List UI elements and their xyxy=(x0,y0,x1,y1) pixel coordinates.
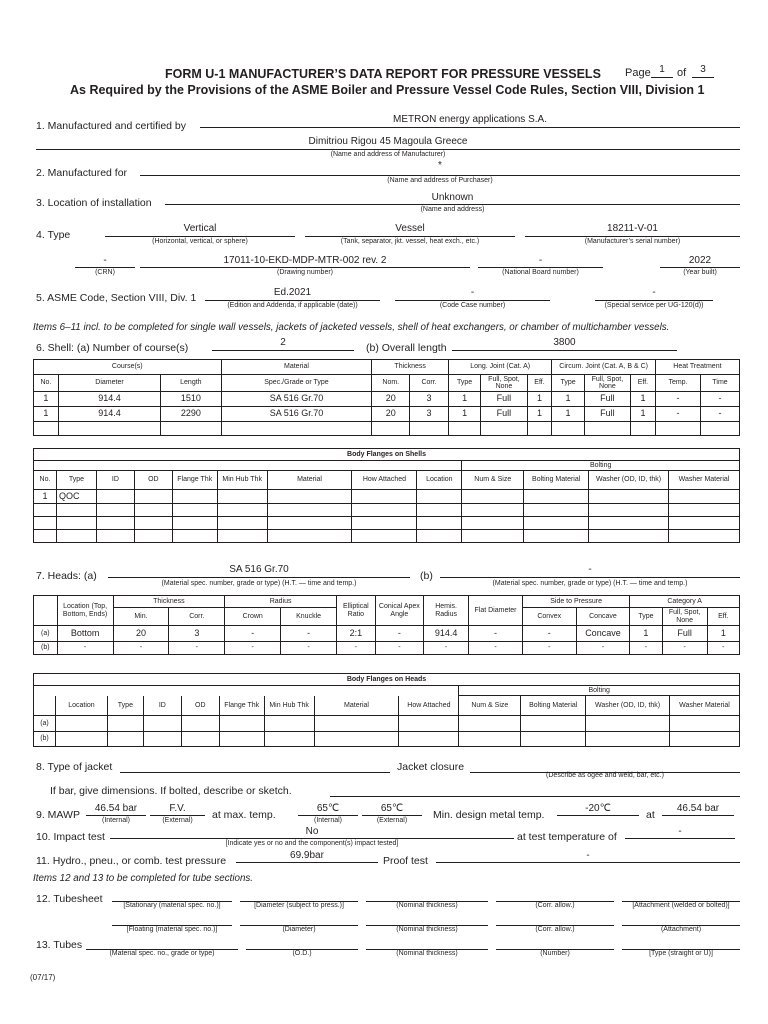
nb-line xyxy=(478,267,603,268)
table-header-cell: Min Hub Thk xyxy=(217,471,267,490)
hdr-eff: Eff. xyxy=(707,608,739,626)
hdr-no: No. xyxy=(34,375,59,392)
item10-label: 10. Impact test xyxy=(36,831,105,843)
shell-courses-table xyxy=(33,359,740,436)
test-temp-line xyxy=(625,838,735,839)
table-cell: 1 xyxy=(552,407,584,422)
hdr-long-joint: Long. Joint (Cat. A) xyxy=(448,360,551,375)
crn-value: - xyxy=(103,255,107,266)
table-header-cell: Flange Thk xyxy=(219,696,264,716)
hdr-flat: Flat Diameter xyxy=(469,596,523,626)
impact-test-line xyxy=(110,838,514,839)
drawing-line xyxy=(140,267,470,268)
table-cell: 20 xyxy=(372,407,410,422)
page-total: 3 xyxy=(700,64,706,75)
code-case-line xyxy=(395,300,550,301)
hdr-temp: Temp. xyxy=(655,375,700,392)
proof-test-label: Proof test xyxy=(383,855,428,867)
table-cell: Bottom xyxy=(57,626,113,642)
table-cell: - xyxy=(113,642,169,655)
hdr-convex: Convex xyxy=(522,608,576,626)
purchaser-caption: (Name and address of Purchaser) xyxy=(387,177,493,184)
tubesheet-caption: (Diameter) xyxy=(282,926,316,933)
max-temp-internal-caption: (Internal) xyxy=(313,817,342,824)
table-header-cell: Type xyxy=(107,696,143,716)
mdmt-line xyxy=(557,815,639,816)
orientation-caption: (Horizontal, vertical, or sphere) xyxy=(152,238,248,245)
table-header-cell: How Attached xyxy=(399,696,459,716)
tubesheet-caption: (Attachment) xyxy=(660,926,702,933)
table-cell: 1 xyxy=(34,407,59,422)
year-line xyxy=(660,267,740,268)
mawp-internal-caption: (Internal) xyxy=(101,817,130,824)
table-cell: 2290 xyxy=(161,407,221,422)
hdr-circ-joint: Circum. Joint (Cat. A, B & C) xyxy=(552,360,655,375)
hdr-hemis: Hemis. Radius xyxy=(424,596,469,626)
table-cell: (a) xyxy=(34,626,58,642)
table-cell: - xyxy=(662,642,707,655)
hdr-corr: Corr. xyxy=(169,608,225,626)
table-cell: 3 xyxy=(410,392,449,407)
table-row xyxy=(34,716,740,732)
table-cell: 914.4 xyxy=(58,392,160,407)
jacket-type-line xyxy=(120,772,390,773)
table-cell: 1 xyxy=(34,392,59,407)
page-number: 1 xyxy=(659,64,665,75)
max-temp-external-caption: (External) xyxy=(376,817,408,824)
table-header-cell: Washer Material xyxy=(670,696,740,716)
table-cell: - xyxy=(469,642,523,655)
item13-label: 13. Tubes xyxy=(36,939,83,951)
drawing-caption: (Drawing number) xyxy=(276,269,334,276)
hdr-nom: Nom. xyxy=(372,375,410,392)
table-cell: - xyxy=(701,407,740,422)
mdmt-value: -20℃ xyxy=(585,803,611,814)
year-value: 2022 xyxy=(688,255,712,266)
course-count-line xyxy=(212,350,354,351)
hdr-category: Category A xyxy=(630,596,740,608)
table-cell: - xyxy=(225,642,281,655)
table-header-cell: No. xyxy=(34,471,57,490)
max-temp-internal-line xyxy=(298,815,358,816)
item5-label: 5. ASME Code, Section VIII, Div. 1 xyxy=(36,292,197,304)
table-header-cell: Num & Size xyxy=(462,471,524,490)
table-header-cell: Bolting Material xyxy=(524,471,589,490)
hdr-type: Type xyxy=(630,608,662,626)
test-temp-label: at test temperature of xyxy=(517,831,617,843)
mdmt-label: Min. design metal temp. xyxy=(433,809,545,821)
table-cell: - xyxy=(630,642,662,655)
year-caption: (Year built) xyxy=(683,269,717,276)
table-header-cell: OD xyxy=(134,471,172,490)
table-cell: 1 xyxy=(631,407,656,422)
manufacturer-address: Dimitriou Rigou 45 Magoula Greece xyxy=(308,136,468,147)
hdr-crown: Crown xyxy=(225,608,281,626)
form-revision-code: (07/17) xyxy=(30,973,56,982)
table-cell: 1 xyxy=(630,626,662,642)
table-cell: - xyxy=(655,407,700,422)
special-service-caption: (Special service per UG-120(d)) xyxy=(604,302,704,309)
max-temp-internal: 65℃ xyxy=(316,803,340,814)
hdr-location: Location (Top, Bottom, Ends) xyxy=(57,596,113,626)
table-cell: 20 xyxy=(372,392,410,407)
head-b-label: (b) xyxy=(420,570,433,582)
head-flanges-bolting: Bolting xyxy=(459,686,740,696)
mawp-internal-line xyxy=(86,815,146,816)
table-cell: - xyxy=(576,642,630,655)
mdmt-pressure-line xyxy=(662,815,734,816)
table-cell: (b) xyxy=(34,732,56,747)
hdr-long-type: Type xyxy=(448,375,480,392)
hdr-heat-treatment: Heat Treatment xyxy=(655,360,739,375)
mdmt-at-label: at xyxy=(646,809,655,821)
test-temp-value: - xyxy=(678,826,682,837)
edition-caption: (Edition and Addenda, if applicable (date)) xyxy=(227,302,358,309)
jacket-note-line xyxy=(330,796,740,797)
crn-line xyxy=(75,267,135,268)
table-cell: (a) xyxy=(34,716,56,732)
table-header-cell: Location xyxy=(417,471,462,490)
hdr-circ-type: Type xyxy=(552,375,584,392)
note-items-12-13: Items 12 and 13 to be completed for tube sections. xyxy=(33,873,254,884)
manufacturer-line1 xyxy=(200,127,740,128)
table-row xyxy=(34,732,740,747)
table-row xyxy=(34,407,740,422)
hdr-knuckle: Knuckle xyxy=(281,608,337,626)
head-flanges-title: Body Flanges on Heads xyxy=(34,674,740,686)
table-cell: - xyxy=(281,642,337,655)
table-cell: Full xyxy=(662,626,707,642)
orientation-line xyxy=(105,236,295,237)
max-temp-external: 65℃ xyxy=(380,803,404,814)
tubes-caption: (Number) xyxy=(540,950,570,957)
table-cell: Full xyxy=(481,392,527,407)
item11-label: 11. Hydro., pneu., or comb. test pressure xyxy=(36,855,227,867)
table-cell: 20 xyxy=(113,626,169,642)
table-cell: - xyxy=(701,392,740,407)
table-header-cell: How Attached xyxy=(352,471,417,490)
item2-label: 2. Manufactured for xyxy=(36,167,128,179)
heads-table xyxy=(33,595,740,655)
location-value: Unknown xyxy=(431,192,474,203)
hdr-long-eff: Eff. xyxy=(527,375,552,392)
impact-test-value: No xyxy=(305,826,319,837)
hdr-long-fsn: Full, Spot, None xyxy=(481,375,527,392)
table-cell: - xyxy=(337,642,376,655)
tubesheet-caption: [Floating (material spec. no.)] xyxy=(126,926,218,933)
table-header-cell: Flange Thk xyxy=(172,471,217,490)
vessel-type-value: Vessel xyxy=(395,223,425,234)
impact-test-caption: [Indicate yes or no and the component(s) impact tested] xyxy=(225,840,399,847)
tubesheet-caption: [Diameter (subject to press.)] xyxy=(254,902,344,909)
jacket-closure-label: Jacket closure xyxy=(397,761,465,773)
mawp-external-caption: (External) xyxy=(162,817,193,824)
table-cell: - xyxy=(522,626,576,642)
table-cell: 1510 xyxy=(161,392,221,407)
location-caption: (Name and address) xyxy=(420,206,485,213)
table-cell: Full xyxy=(481,407,527,422)
hdr-time: Time xyxy=(701,375,740,392)
item6-label: 6. Shell: (a) Number of course(s) xyxy=(36,342,189,354)
crn-caption: (CRN) xyxy=(95,269,115,276)
test-pressure-line xyxy=(236,862,378,863)
item12-label: 12. Tubesheet xyxy=(36,893,103,905)
code-case-value: - xyxy=(470,287,475,298)
jacket-closure-caption: (Describe as ogee and weld, bar, etc.) xyxy=(546,772,664,779)
location-line xyxy=(165,204,740,205)
edition-line xyxy=(205,300,380,301)
table-header-cell: Type xyxy=(56,471,96,490)
table-cell: 1 xyxy=(448,392,480,407)
item7-label: 7. Heads: (a) xyxy=(36,570,97,582)
item4-label: 4. Type xyxy=(36,229,71,241)
manufacturer-line2 xyxy=(36,149,740,150)
table-cell: 914.4 xyxy=(424,626,469,642)
table-header-cell: Min Hub Thk xyxy=(264,696,314,716)
serial-line xyxy=(525,236,740,237)
mawp-external-line xyxy=(150,815,205,816)
head-a-material: SA 516 Gr.70 xyxy=(229,564,289,575)
head-b-line xyxy=(440,577,740,578)
proof-test-value: - xyxy=(586,850,590,861)
at-max-temp-label: at max. temp. xyxy=(212,809,276,821)
mdmt-pressure: 46.54 bar xyxy=(676,803,720,814)
table-cell: - xyxy=(522,642,576,655)
shell-flanges-bolting: Bolting xyxy=(462,461,740,471)
tubes-caption: (Nominal thickness) xyxy=(396,950,458,957)
hdr-diameter: Diameter xyxy=(58,375,160,392)
form-subtitle: As Required by the Provisions of the ASME Boiler and Pressure Vessel Code Rules, Section VIII, Division 1 xyxy=(70,83,705,97)
table-cell: 914.4 xyxy=(58,407,160,422)
table-cell: SA 516 Gr.70 xyxy=(221,407,372,422)
table-cell: - xyxy=(469,626,523,642)
proof-test-line xyxy=(436,862,740,863)
table-row xyxy=(34,626,740,642)
tubesheet-caption: (Corr. allow.) xyxy=(535,926,575,933)
table-cell: - xyxy=(225,626,281,642)
special-service-value: - xyxy=(652,287,656,298)
table-cell: (b) xyxy=(34,642,58,655)
hdr-circ-eff: Eff. xyxy=(631,375,656,392)
table-header-cell: Material xyxy=(267,471,352,490)
tubesheet-caption: [Stationary (material spec. no.)] xyxy=(123,902,221,909)
table-header-cell: Washer (OD, ID, thk) xyxy=(586,696,670,716)
page-label: Page xyxy=(625,67,651,79)
tubesheet-caption: (Nominal thickness) xyxy=(396,926,458,933)
nb-caption: (National Board number) xyxy=(502,269,579,276)
form-title: FORM U-1 MANUFACTURER’S DATA REPORT FOR PRESSURE VESSELS xyxy=(165,67,601,81)
overall-length-value: 3800 xyxy=(553,337,576,348)
table-cell: - xyxy=(375,626,423,642)
item9-label: 9. MAWP xyxy=(36,809,80,821)
hdr-side: Side to Pressure xyxy=(522,596,629,608)
page-total-line xyxy=(692,77,714,78)
table-row xyxy=(34,642,740,655)
table-cell: 1 xyxy=(552,392,584,407)
hdr-radius: Radius xyxy=(225,596,337,608)
table-cell: 1 xyxy=(527,392,552,407)
head-a-line xyxy=(108,577,410,578)
table-cell: SA 516 Gr.70 xyxy=(221,392,372,407)
serial-value: 18211-V-01 xyxy=(607,223,658,234)
test-pressure-value: 69.9bar xyxy=(290,850,324,861)
page-number-line xyxy=(651,77,673,78)
hdr-material: Material xyxy=(221,360,372,375)
tubesheet-caption: (Nominal thickness) xyxy=(396,902,458,909)
table-cell: Full xyxy=(584,407,630,422)
table-header-cell: OD xyxy=(181,696,219,716)
hdr-length: Length xyxy=(161,375,221,392)
table-header-cell: Washer Material xyxy=(668,471,739,490)
table-header-cell: ID xyxy=(143,696,181,716)
manufacturer-name: METRON energy applications S.A. xyxy=(393,114,547,125)
table-header-cell: ID xyxy=(96,471,134,490)
mawp-external: F.V. xyxy=(169,803,186,814)
table-cell: Full xyxy=(584,392,630,407)
drawing-value: 17011-10-EKD-MDP-MTR-002 rev. 2 xyxy=(223,255,387,266)
hdr-circ-fsn: Full, Spot, None xyxy=(584,375,630,392)
orientation-value: Vertical xyxy=(183,223,217,234)
overall-length-line xyxy=(452,350,677,351)
shell-flanges-title: Body Flanges on Shells xyxy=(34,449,740,461)
tubes-caption: [Type (straight or U)] xyxy=(649,950,713,957)
table-header-cell: Washer (OD, ID, thk) xyxy=(589,471,669,490)
shell-flanges-table xyxy=(33,448,740,543)
hdr-corr: Corr. xyxy=(410,375,449,392)
special-service-line xyxy=(595,300,713,301)
table-row xyxy=(34,490,740,504)
mawp-internal: 46.54 bar xyxy=(94,803,138,814)
hdr-min: Min. xyxy=(113,608,169,626)
table-cell: - xyxy=(169,642,225,655)
code-case-caption: (Code Case number) xyxy=(439,302,506,309)
table-cell: - xyxy=(707,642,739,655)
jacket-note: If bar, give dimensions. If bolted, describe or sketch. xyxy=(50,785,292,797)
table-cell: 1 xyxy=(707,626,739,642)
hdr-thickness: Thickness xyxy=(372,360,449,375)
table-header-cell: Num & Size xyxy=(459,696,521,716)
table-cell: 3 xyxy=(410,407,449,422)
max-temp-external-line xyxy=(362,815,422,816)
tubes-caption: (Material spec. no., grade or type) xyxy=(109,950,215,957)
table-cell: 1 xyxy=(527,407,552,422)
tubesheet-caption: (Corr. allow.) xyxy=(535,902,575,909)
item1-label: 1. Manufactured and certified by xyxy=(36,120,187,132)
course-count-value: 2 xyxy=(280,337,286,348)
manufacturer-caption: (Name and address of Manufacturer) xyxy=(330,151,446,158)
nb-value: - xyxy=(538,255,543,266)
table-header-cell: Location xyxy=(55,696,107,716)
serial-caption: (Manufacturer’s serial number) xyxy=(584,238,681,245)
hdr-conical: Conical Apex Angle xyxy=(375,596,423,626)
table-cell: 2:1 xyxy=(337,626,376,642)
hdr-spec: Spec./Grade or Type xyxy=(221,375,372,392)
item8-label: 8. Type of jacket xyxy=(36,761,113,773)
table-cell: - xyxy=(57,642,113,655)
hdr-courses: Course(s) xyxy=(34,360,222,375)
table-cell: 1 xyxy=(631,392,656,407)
head-flanges-table xyxy=(33,673,740,747)
overall-length-label: (b) Overall length xyxy=(366,342,447,354)
tubes-caption: (O.D.) xyxy=(292,950,312,957)
of-label: of xyxy=(677,67,687,79)
table-row xyxy=(34,422,740,436)
purchaser-line xyxy=(140,175,740,176)
table-cell: - xyxy=(281,626,337,642)
hdr-concave: Concave xyxy=(576,608,630,626)
table-cell: - xyxy=(424,642,469,655)
vessel-type-line xyxy=(305,236,515,237)
table-cell: 1 xyxy=(448,407,480,422)
table-header-cell: Material xyxy=(314,696,399,716)
hdr-fsn: Full, Spot, None xyxy=(662,608,707,626)
hdr-thickness: Thickness xyxy=(113,596,225,608)
table-cell: Concave xyxy=(576,626,630,642)
table-header-cell: Bolting Material xyxy=(521,696,586,716)
purchaser-value: * xyxy=(438,160,442,171)
table-row xyxy=(34,392,740,407)
head-a-caption: (Material spec. number, grade or type) (H.T. — time and temp.) xyxy=(161,580,357,587)
head-b-caption: (Material spec. number, grade or type) (H.T. — time and temp.) xyxy=(492,580,688,587)
edition-value: Ed.2021 xyxy=(273,287,312,298)
table-cell: - xyxy=(655,392,700,407)
table-cell: 1 xyxy=(34,490,57,504)
head-b-material: - xyxy=(588,564,592,575)
item3-label: 3. Location of installation xyxy=(36,197,152,209)
table-cell: 3 xyxy=(169,626,225,642)
tubesheet-caption: [Attachment (welded or bolted)] xyxy=(632,902,730,909)
table-cell: - xyxy=(375,642,423,655)
table-cell: QOC xyxy=(56,490,96,504)
hdr-elliptical: Elliptical Ratio xyxy=(337,596,376,626)
vessel-type-caption: (Tank, separator, jkt. vessel, heat exch., etc.) xyxy=(340,238,480,245)
note-items-6-11: Items 6–11 incl. to be completed for single wall vessels, jackets of jacketed vessels, shell of heat exchangers, or chamber of multichamber vessels. xyxy=(33,322,670,333)
